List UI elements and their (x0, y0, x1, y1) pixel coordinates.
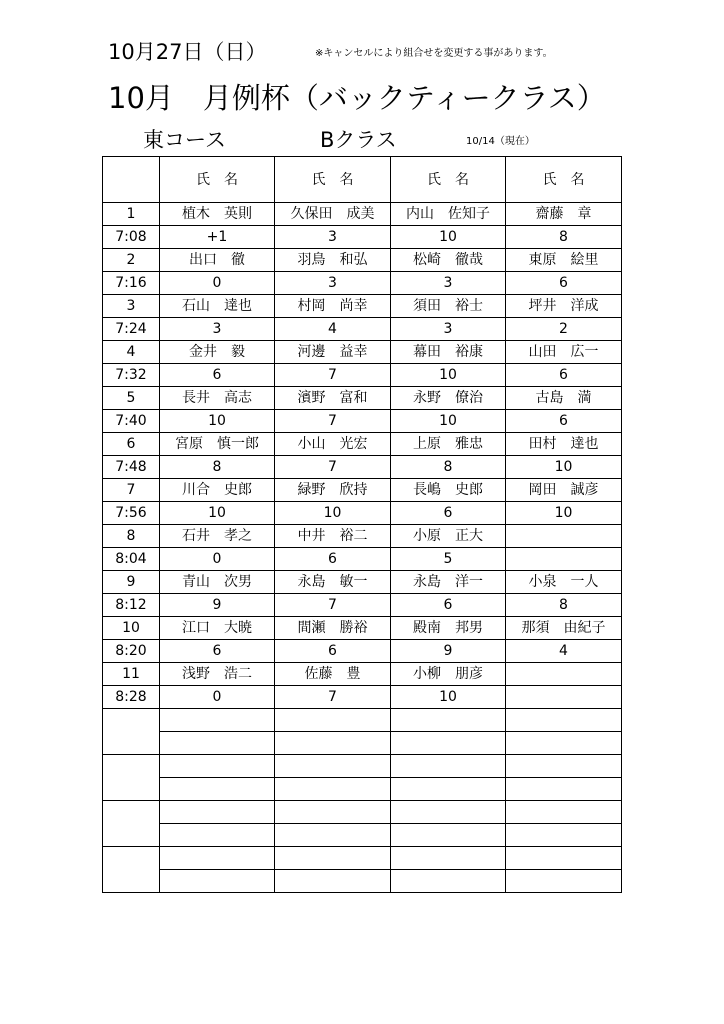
player-name: 上原 雅忠 (391, 433, 506, 456)
tee-time: 7:48 (103, 456, 160, 479)
player-name (275, 801, 391, 824)
table-row (103, 640, 622, 663)
player-name: 小泉 一人 (506, 571, 622, 594)
player-handicap (506, 870, 622, 893)
player-handicap: 3 (391, 272, 506, 295)
player-handicap: 6 (506, 272, 622, 295)
player-handicap (160, 870, 275, 893)
group-number: 11 (103, 663, 160, 686)
player-name (391, 847, 506, 870)
table-row (103, 870, 622, 893)
table-row (103, 617, 622, 640)
player-name (275, 709, 391, 732)
group-number: 1 (103, 203, 160, 226)
group-number: 10 (103, 617, 160, 640)
player-handicap: 3 (275, 226, 391, 249)
page-title: 10月 月例杯（バックティークラス） (108, 81, 606, 115)
player-name: 江口 大暁 (160, 617, 275, 640)
player-name: 小柳 朋彦 (391, 663, 506, 686)
player-handicap (506, 686, 622, 709)
player-handicap: 5 (391, 548, 506, 571)
player-name: 殿南 邦男 (391, 617, 506, 640)
player-name (506, 847, 622, 870)
table-row (103, 686, 622, 709)
player-name (391, 801, 506, 824)
group-number: 4 (103, 341, 160, 364)
player-handicap (506, 732, 622, 755)
player-name: 浅野 浩二 (160, 663, 275, 686)
player-handicap: 8 (160, 456, 275, 479)
player-name: 松崎 徹哉 (391, 249, 506, 272)
player-handicap: 7 (275, 410, 391, 433)
table-row (103, 272, 622, 295)
player-name: 小山 光宏 (275, 433, 391, 456)
player-name: 永野 僚治 (391, 387, 506, 410)
player-handicap (391, 870, 506, 893)
group-number (103, 709, 160, 755)
table-row (103, 433, 622, 456)
player-name (160, 709, 275, 732)
table-row (103, 249, 622, 272)
table-row (103, 525, 622, 548)
player-name (506, 755, 622, 778)
tee-time: 8:04 (103, 548, 160, 571)
player-name: 間瀬 勝裕 (275, 617, 391, 640)
player-name: 植木 英則 (160, 203, 275, 226)
table-row (103, 364, 622, 387)
player-name: 久保田 成美 (275, 203, 391, 226)
player-name: 佐藤 豊 (275, 663, 391, 686)
table-row (103, 847, 622, 870)
table-row (103, 295, 622, 318)
table-row (103, 410, 622, 433)
player-name (160, 847, 275, 870)
player-handicap (160, 732, 275, 755)
player-name: 出口 徹 (160, 249, 275, 272)
player-handicap: 9 (391, 640, 506, 663)
tee-time: 8:20 (103, 640, 160, 663)
player-name (275, 847, 391, 870)
player-name: 田村 達也 (506, 433, 622, 456)
player-name: 中井 裕二 (275, 525, 391, 548)
player-handicap: 2 (506, 318, 622, 341)
pairing-table (102, 156, 622, 893)
player-name: 石井 孝之 (160, 525, 275, 548)
table-row (103, 341, 622, 364)
header-name-1: 氏 名 (160, 157, 275, 203)
tee-time: 8:28 (103, 686, 160, 709)
player-name: 那須 由紀子 (506, 617, 622, 640)
table-row (103, 502, 622, 525)
as-of-date: 10/14（現在） (466, 136, 535, 147)
cancellation-notice: ※キャンセルにより組合せを変更する事があります。 (315, 48, 553, 59)
tee-time: 7:08 (103, 226, 160, 249)
player-handicap: 0 (160, 686, 275, 709)
player-name: 石山 達也 (160, 295, 275, 318)
player-handicap: 7 (275, 594, 391, 617)
player-handicap (275, 732, 391, 755)
table-row (103, 663, 622, 686)
player-name: 川合 史郎 (160, 479, 275, 502)
header-row (103, 157, 622, 203)
pairing-table-body (103, 203, 622, 893)
player-handicap: 10 (506, 502, 622, 525)
player-name (391, 755, 506, 778)
table-row (103, 456, 622, 479)
player-name: 羽鳥 和弘 (275, 249, 391, 272)
player-handicap: 6 (506, 364, 622, 387)
player-name: 岡田 誠彦 (506, 479, 622, 502)
header-blank (103, 157, 160, 203)
player-handicap: 8 (506, 594, 622, 617)
player-handicap: 0 (160, 548, 275, 571)
table-row (103, 778, 622, 801)
player-name: 齋藤 章 (506, 203, 622, 226)
player-name: 内山 佐知子 (391, 203, 506, 226)
player-handicap: 8 (391, 456, 506, 479)
player-handicap: 3 (275, 272, 391, 295)
player-name: 坪井 洋成 (506, 295, 622, 318)
player-handicap: 10 (391, 226, 506, 249)
player-handicap: 6 (506, 410, 622, 433)
course-name: 東コース (143, 128, 226, 152)
player-handicap: 7 (275, 456, 391, 479)
event-date: 10月27日（日） (108, 40, 267, 64)
player-handicap (506, 778, 622, 801)
tee-time: 7:24 (103, 318, 160, 341)
player-name: 永島 敏一 (275, 571, 391, 594)
header-name-4: 氏 名 (506, 157, 622, 203)
player-handicap (506, 824, 622, 847)
table-row (103, 203, 622, 226)
player-handicap: 6 (160, 364, 275, 387)
player-name (506, 525, 622, 548)
table-row (103, 594, 622, 617)
player-handicap: 7 (275, 686, 391, 709)
player-name: 須田 裕士 (391, 295, 506, 318)
player-name: 村岡 尚幸 (275, 295, 391, 318)
group-number (103, 755, 160, 801)
player-name: 青山 次男 (160, 571, 275, 594)
tee-time: 7:32 (103, 364, 160, 387)
table-row (103, 755, 622, 778)
player-name (275, 755, 391, 778)
player-handicap (160, 778, 275, 801)
player-name: 古島 満 (506, 387, 622, 410)
player-handicap: 10 (391, 364, 506, 387)
player-handicap: 10 (160, 502, 275, 525)
player-handicap: 6 (275, 640, 391, 663)
player-handicap: 6 (391, 594, 506, 617)
table-row (103, 387, 622, 410)
player-name: 小原 正大 (391, 525, 506, 548)
player-handicap: 10 (275, 502, 391, 525)
group-number: 9 (103, 571, 160, 594)
player-handicap: 3 (391, 318, 506, 341)
table-row (103, 318, 622, 341)
player-handicap: 10 (160, 410, 275, 433)
player-name: 東原 絵里 (506, 249, 622, 272)
player-handicap: 10 (506, 456, 622, 479)
tee-time: 8:12 (103, 594, 160, 617)
player-name: 山田 広一 (506, 341, 622, 364)
player-name: 濱野 富和 (275, 387, 391, 410)
player-handicap: 3 (160, 318, 275, 341)
player-handicap (275, 870, 391, 893)
table-row (103, 801, 622, 824)
player-name: 長井 高志 (160, 387, 275, 410)
table-row (103, 479, 622, 502)
group-number: 8 (103, 525, 160, 548)
tee-time: 7:56 (103, 502, 160, 525)
player-name: 金井 毅 (160, 341, 275, 364)
player-handicap (391, 824, 506, 847)
player-handicap (391, 732, 506, 755)
group-number: 2 (103, 249, 160, 272)
header-name-3: 氏 名 (391, 157, 506, 203)
player-name: 幕田 裕康 (391, 341, 506, 364)
player-handicap: 10 (391, 410, 506, 433)
table-row (103, 709, 622, 732)
group-number: 5 (103, 387, 160, 410)
header-name-2: 氏 名 (275, 157, 391, 203)
player-handicap: 6 (391, 502, 506, 525)
group-number (103, 847, 160, 893)
player-name (506, 663, 622, 686)
player-name (506, 709, 622, 732)
table-row (103, 732, 622, 755)
player-name: 緑野 欣持 (275, 479, 391, 502)
table-row (103, 548, 622, 571)
player-handicap: 6 (160, 640, 275, 663)
tee-time: 7:16 (103, 272, 160, 295)
player-handicap (275, 778, 391, 801)
player-handicap (160, 824, 275, 847)
player-name (506, 801, 622, 824)
player-name: 宮原 慎一郎 (160, 433, 275, 456)
tee-time: 7:40 (103, 410, 160, 433)
player-name: 長嶋 史郎 (391, 479, 506, 502)
player-handicap: 4 (506, 640, 622, 663)
player-handicap: +1 (160, 226, 275, 249)
player-name (391, 709, 506, 732)
player-name: 永島 洋一 (391, 571, 506, 594)
group-number: 3 (103, 295, 160, 318)
player-handicap: 6 (275, 548, 391, 571)
player-handicap: 0 (160, 272, 275, 295)
player-handicap (391, 778, 506, 801)
class-name: Bクラス (320, 128, 397, 152)
player-handicap: 8 (506, 226, 622, 249)
group-number (103, 801, 160, 847)
player-handicap: 10 (391, 686, 506, 709)
player-name (160, 801, 275, 824)
group-number: 7 (103, 479, 160, 502)
table-row (103, 226, 622, 249)
player-handicap: 9 (160, 594, 275, 617)
player-handicap (506, 548, 622, 571)
group-number: 6 (103, 433, 160, 456)
player-name: 河邊 益幸 (275, 341, 391, 364)
player-handicap (275, 824, 391, 847)
player-name (160, 755, 275, 778)
player-handicap: 4 (275, 318, 391, 341)
table-row (103, 824, 622, 847)
table-row (103, 571, 622, 594)
player-handicap: 7 (275, 364, 391, 387)
